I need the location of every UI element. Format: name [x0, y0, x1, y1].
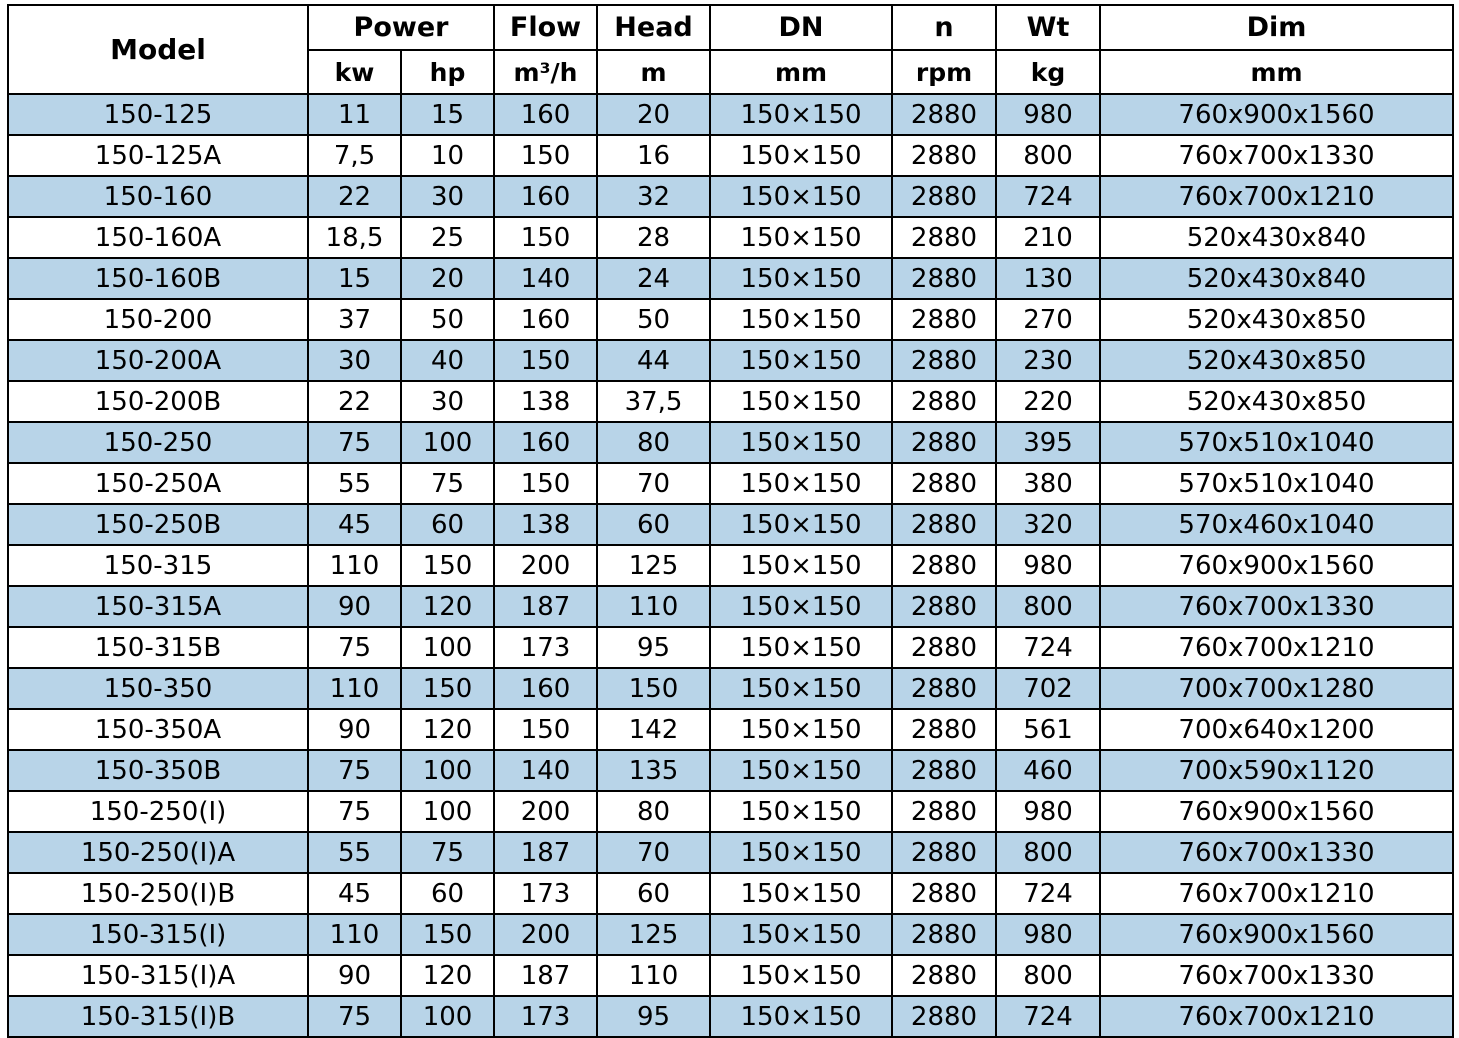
cell-head: 110	[597, 955, 710, 996]
cell-hp: 75	[401, 832, 494, 873]
cell-kw: 22	[308, 176, 401, 217]
cell-model: 150-315(I)A	[8, 955, 308, 996]
cell-kw: 30	[308, 340, 401, 381]
column-header-n: n	[892, 5, 996, 50]
cell-dn: 150×150	[710, 914, 892, 955]
table-row	[8, 463, 1453, 504]
cell-dim: 760x700x1210	[1100, 627, 1453, 668]
cell-flow: 200	[494, 914, 597, 955]
cell-dim: 520x430x840	[1100, 217, 1453, 258]
unit-header-n: rpm	[892, 50, 996, 94]
unit-header-dim: mm	[1100, 50, 1453, 94]
cell-flow: 200	[494, 791, 597, 832]
cell-n: 2880	[892, 258, 996, 299]
cell-head: 60	[597, 504, 710, 545]
cell-n: 2880	[892, 422, 996, 463]
cell-dn: 150×150	[710, 422, 892, 463]
unit-header-flow: m³/h	[494, 50, 597, 94]
cell-flow: 173	[494, 627, 597, 668]
cell-dim: 700x700x1280	[1100, 668, 1453, 709]
cell-n: 2880	[892, 381, 996, 422]
cell-hp: 150	[401, 914, 494, 955]
table-row	[8, 955, 1453, 996]
cell-n: 2880	[892, 545, 996, 586]
cell-n: 2880	[892, 750, 996, 791]
cell-dim: 760x900x1560	[1100, 94, 1453, 135]
cell-wt: 270	[996, 299, 1100, 340]
table-row	[8, 873, 1453, 914]
cell-kw: 55	[308, 832, 401, 873]
cell-n: 2880	[892, 340, 996, 381]
cell-hp: 20	[401, 258, 494, 299]
cell-kw: 110	[308, 668, 401, 709]
cell-n: 2880	[892, 94, 996, 135]
table-row	[8, 914, 1453, 955]
cell-head: 50	[597, 299, 710, 340]
cell-kw: 18,5	[308, 217, 401, 258]
cell-wt: 724	[996, 996, 1100, 1037]
cell-model: 150-250(I)A	[8, 832, 308, 873]
cell-flow: 150	[494, 135, 597, 176]
cell-flow: 160	[494, 94, 597, 135]
cell-hp: 150	[401, 668, 494, 709]
table-row	[8, 668, 1453, 709]
cell-n: 2880	[892, 135, 996, 176]
cell-dn: 150×150	[710, 135, 892, 176]
cell-flow: 160	[494, 668, 597, 709]
cell-dim: 520x430x840	[1100, 258, 1453, 299]
cell-kw: 45	[308, 504, 401, 545]
cell-head: 80	[597, 422, 710, 463]
cell-flow: 150	[494, 463, 597, 504]
cell-model: 150-315B	[8, 627, 308, 668]
cell-model: 150-250	[8, 422, 308, 463]
cell-n: 2880	[892, 504, 996, 545]
table-row	[8, 545, 1453, 586]
cell-n: 2880	[892, 668, 996, 709]
cell-flow: 187	[494, 832, 597, 873]
cell-wt: 130	[996, 258, 1100, 299]
column-header-wt: Wt	[996, 5, 1100, 50]
unit-header-wt: kg	[996, 50, 1100, 94]
cell-wt: 800	[996, 135, 1100, 176]
cell-wt: 980	[996, 545, 1100, 586]
table-row	[8, 504, 1453, 545]
cell-model: 150-160B	[8, 258, 308, 299]
cell-dim: 700x590x1120	[1100, 750, 1453, 791]
cell-dn: 150×150	[710, 627, 892, 668]
cell-head: 110	[597, 586, 710, 627]
cell-model: 150-160	[8, 176, 308, 217]
column-header-dim: Dim	[1100, 5, 1453, 50]
cell-model: 150-200	[8, 299, 308, 340]
table-row	[8, 135, 1453, 176]
cell-kw: 45	[308, 873, 401, 914]
table-row	[8, 996, 1453, 1037]
unit-header-hp: hp	[401, 50, 494, 94]
cell-hp: 100	[401, 791, 494, 832]
cell-dim: 570x460x1040	[1100, 504, 1453, 545]
cell-hp: 150	[401, 545, 494, 586]
cell-dn: 150×150	[710, 668, 892, 709]
cell-dn: 150×150	[710, 176, 892, 217]
cell-kw: 110	[308, 545, 401, 586]
cell-flow: 160	[494, 299, 597, 340]
cell-flow: 173	[494, 996, 597, 1037]
cell-dn: 150×150	[710, 791, 892, 832]
cell-head: 37,5	[597, 381, 710, 422]
cell-head: 150	[597, 668, 710, 709]
cell-head: 70	[597, 832, 710, 873]
table-header	[8, 5, 1453, 94]
cell-wt: 380	[996, 463, 1100, 504]
table-row	[8, 791, 1453, 832]
cell-wt: 724	[996, 873, 1100, 914]
cell-wt: 724	[996, 176, 1100, 217]
cell-flow: 150	[494, 217, 597, 258]
table-row	[8, 709, 1453, 750]
cell-flow: 160	[494, 176, 597, 217]
cell-n: 2880	[892, 627, 996, 668]
pump-specification-table	[7, 4, 1454, 1038]
cell-head: 125	[597, 545, 710, 586]
cell-hp: 100	[401, 996, 494, 1037]
cell-dn: 150×150	[710, 94, 892, 135]
cell-dn: 150×150	[710, 750, 892, 791]
cell-dn: 150×150	[710, 709, 892, 750]
cell-hp: 75	[401, 463, 494, 504]
cell-dn: 150×150	[710, 217, 892, 258]
table-row	[8, 217, 1453, 258]
cell-n: 2880	[892, 914, 996, 955]
cell-dn: 150×150	[710, 996, 892, 1037]
cell-n: 2880	[892, 873, 996, 914]
cell-head: 44	[597, 340, 710, 381]
cell-head: 125	[597, 914, 710, 955]
cell-n: 2880	[892, 832, 996, 873]
cell-wt: 702	[996, 668, 1100, 709]
cell-wt: 800	[996, 832, 1100, 873]
cell-dn: 150×150	[710, 299, 892, 340]
table-row	[8, 258, 1453, 299]
cell-wt: 800	[996, 955, 1100, 996]
cell-dim: 760x700x1210	[1100, 873, 1453, 914]
cell-model: 150-250A	[8, 463, 308, 504]
cell-model: 150-250(I)B	[8, 873, 308, 914]
cell-flow: 150	[494, 709, 597, 750]
table-row	[8, 299, 1453, 340]
cell-dn: 150×150	[710, 504, 892, 545]
cell-model: 150-250B	[8, 504, 308, 545]
cell-hp: 100	[401, 422, 494, 463]
cell-dn: 150×150	[710, 586, 892, 627]
cell-flow: 187	[494, 955, 597, 996]
cell-hp: 25	[401, 217, 494, 258]
cell-kw: 55	[308, 463, 401, 504]
cell-head: 28	[597, 217, 710, 258]
table-row	[8, 340, 1453, 381]
cell-hp: 120	[401, 709, 494, 750]
unit-header-head: m	[597, 50, 710, 94]
cell-dn: 150×150	[710, 873, 892, 914]
cell-dn: 150×150	[710, 381, 892, 422]
cell-head: 95	[597, 627, 710, 668]
cell-hp: 30	[401, 176, 494, 217]
cell-flow: 140	[494, 750, 597, 791]
cell-kw: 75	[308, 791, 401, 832]
cell-hp: 50	[401, 299, 494, 340]
cell-dim: 760x700x1210	[1100, 996, 1453, 1037]
cell-wt: 980	[996, 791, 1100, 832]
cell-dn: 150×150	[710, 955, 892, 996]
cell-flow: 173	[494, 873, 597, 914]
cell-model: 150-315	[8, 545, 308, 586]
cell-dim: 760x700x1330	[1100, 135, 1453, 176]
cell-model: 150-200A	[8, 340, 308, 381]
cell-flow: 138	[494, 381, 597, 422]
cell-model: 150-350A	[8, 709, 308, 750]
cell-model: 150-200B	[8, 381, 308, 422]
column-header-dn: DN	[710, 5, 892, 50]
cell-dim: 760x900x1560	[1100, 791, 1453, 832]
cell-hp: 100	[401, 750, 494, 791]
cell-wt: 724	[996, 627, 1100, 668]
cell-model: 150-350B	[8, 750, 308, 791]
cell-wt: 210	[996, 217, 1100, 258]
cell-model: 150-315(I)	[8, 914, 308, 955]
cell-dim: 520x430x850	[1100, 299, 1453, 340]
cell-head: 142	[597, 709, 710, 750]
cell-dn: 150×150	[710, 832, 892, 873]
cell-wt: 230	[996, 340, 1100, 381]
cell-head: 80	[597, 791, 710, 832]
cell-flow: 160	[494, 422, 597, 463]
cell-model: 150-350	[8, 668, 308, 709]
cell-hp: 15	[401, 94, 494, 135]
cell-kw: 37	[308, 299, 401, 340]
cell-dn: 150×150	[710, 340, 892, 381]
cell-dn: 150×150	[710, 545, 892, 586]
cell-dim: 760x900x1560	[1100, 545, 1453, 586]
cell-kw: 90	[308, 709, 401, 750]
cell-dim: 760x700x1330	[1100, 586, 1453, 627]
cell-dim: 570x510x1040	[1100, 463, 1453, 504]
cell-head: 70	[597, 463, 710, 504]
header-row-groups	[8, 5, 1453, 50]
cell-kw: 11	[308, 94, 401, 135]
cell-kw: 75	[308, 996, 401, 1037]
cell-kw: 90	[308, 586, 401, 627]
cell-wt: 561	[996, 709, 1100, 750]
table-row	[8, 586, 1453, 627]
cell-wt: 460	[996, 750, 1100, 791]
cell-dim: 520x430x850	[1100, 340, 1453, 381]
cell-head: 135	[597, 750, 710, 791]
cell-model: 150-250(I)	[8, 791, 308, 832]
cell-kw: 15	[308, 258, 401, 299]
cell-wt: 980	[996, 914, 1100, 955]
table-row	[8, 94, 1453, 135]
cell-hp: 120	[401, 586, 494, 627]
cell-head: 20	[597, 94, 710, 135]
unit-header-dn: mm	[710, 50, 892, 94]
cell-dim: 700x640x1200	[1100, 709, 1453, 750]
unit-header-kw: kw	[308, 50, 401, 94]
cell-dim: 760x700x1330	[1100, 832, 1453, 873]
cell-model: 150-125	[8, 94, 308, 135]
table-body	[8, 94, 1453, 1037]
cell-n: 2880	[892, 299, 996, 340]
table-row	[8, 832, 1453, 873]
cell-flow: 187	[494, 586, 597, 627]
cell-model: 150-315(I)B	[8, 996, 308, 1037]
cell-kw: 7,5	[308, 135, 401, 176]
cell-n: 2880	[892, 996, 996, 1037]
cell-wt: 980	[996, 94, 1100, 135]
cell-n: 2880	[892, 463, 996, 504]
cell-kw: 22	[308, 381, 401, 422]
cell-wt: 320	[996, 504, 1100, 545]
cell-n: 2880	[892, 709, 996, 750]
cell-hp: 100	[401, 627, 494, 668]
cell-wt: 800	[996, 586, 1100, 627]
table-row	[8, 750, 1453, 791]
cell-n: 2880	[892, 955, 996, 996]
table-row	[8, 627, 1453, 668]
cell-hp: 30	[401, 381, 494, 422]
column-header-head: Head	[597, 5, 710, 50]
cell-hp: 120	[401, 955, 494, 996]
cell-flow: 140	[494, 258, 597, 299]
cell-hp: 10	[401, 135, 494, 176]
cell-hp: 60	[401, 873, 494, 914]
cell-flow: 138	[494, 504, 597, 545]
column-header-power: Power	[308, 5, 494, 50]
cell-kw: 110	[308, 914, 401, 955]
cell-head: 60	[597, 873, 710, 914]
table-row	[8, 176, 1453, 217]
cell-wt: 220	[996, 381, 1100, 422]
cell-dn: 150×150	[710, 463, 892, 504]
cell-n: 2880	[892, 217, 996, 258]
table-row	[8, 381, 1453, 422]
cell-model: 150-160A	[8, 217, 308, 258]
cell-kw: 90	[308, 955, 401, 996]
cell-dn: 150×150	[710, 258, 892, 299]
cell-hp: 40	[401, 340, 494, 381]
cell-kw: 75	[308, 627, 401, 668]
cell-flow: 150	[494, 340, 597, 381]
cell-hp: 60	[401, 504, 494, 545]
cell-dim: 760x900x1560	[1100, 914, 1453, 955]
cell-dim: 760x700x1210	[1100, 176, 1453, 217]
cell-dim: 520x430x850	[1100, 381, 1453, 422]
cell-head: 32	[597, 176, 710, 217]
table-row	[8, 422, 1453, 463]
cell-model: 150-315A	[8, 586, 308, 627]
cell-head: 16	[597, 135, 710, 176]
cell-n: 2880	[892, 586, 996, 627]
cell-head: 95	[597, 996, 710, 1037]
cell-flow: 200	[494, 545, 597, 586]
cell-dim: 570x510x1040	[1100, 422, 1453, 463]
cell-model: 150-125A	[8, 135, 308, 176]
cell-wt: 395	[996, 422, 1100, 463]
cell-head: 24	[597, 258, 710, 299]
cell-kw: 75	[308, 422, 401, 463]
column-header-model: Model	[8, 5, 308, 94]
cell-kw: 75	[308, 750, 401, 791]
column-header-flow: Flow	[494, 5, 597, 50]
cell-dim: 760x700x1330	[1100, 955, 1453, 996]
cell-n: 2880	[892, 176, 996, 217]
cell-n: 2880	[892, 791, 996, 832]
